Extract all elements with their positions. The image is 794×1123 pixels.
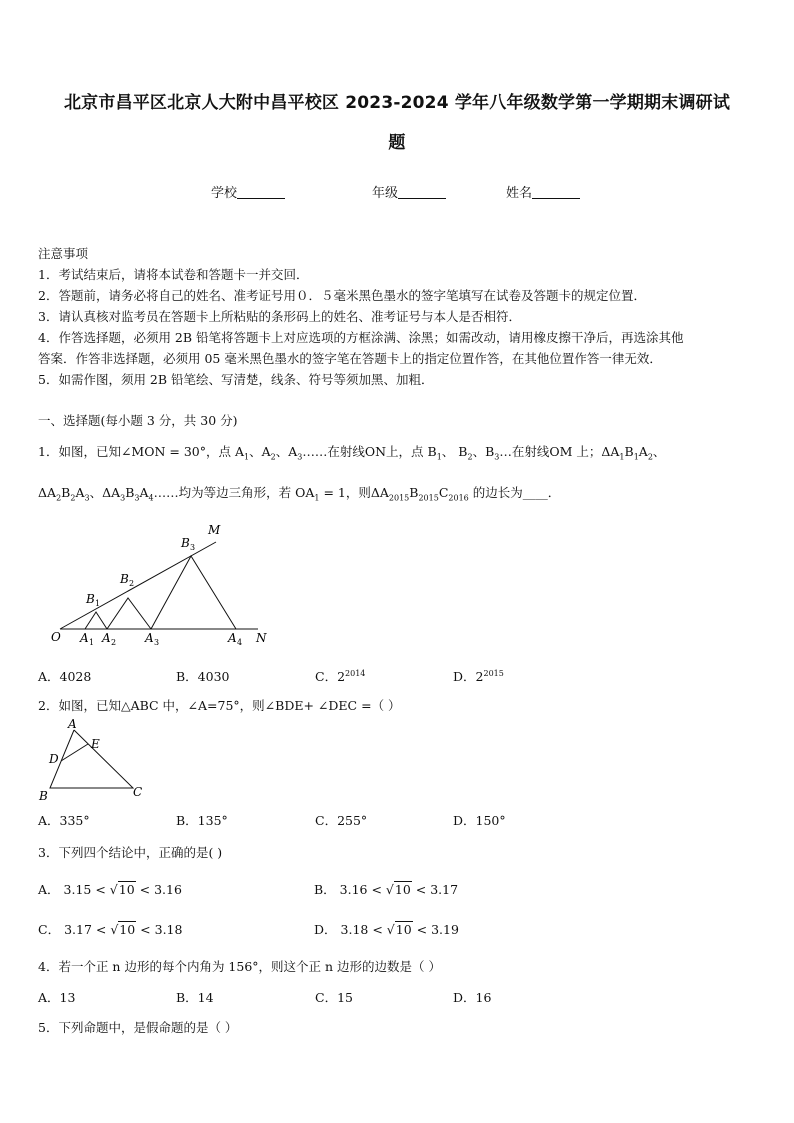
- page-title-cont: 题: [388, 133, 406, 153]
- triangle-1: [85, 612, 107, 629]
- q4-stem: 4．若一个正 n 边形的每个内角为 156°，则这个正 n 边形的边数是（ ）: [38, 959, 442, 974]
- q3-option-c[interactable]: C． 3.17 < √10 < 3.18: [38, 922, 183, 937]
- q2-figure: [36, 716, 146, 804]
- label-b1: B: [86, 592, 95, 606]
- q1-figure: [48, 520, 278, 650]
- label-e: E: [91, 737, 100, 751]
- label-n: N: [256, 631, 267, 645]
- svg-text:2: 2: [129, 579, 135, 588]
- label-c: C: [133, 785, 143, 799]
- triangle-2: [107, 598, 151, 629]
- q5-stem: 5．下列命题中，是假命题的是（ ）: [38, 1020, 238, 1035]
- label-m: M: [208, 523, 221, 537]
- q1-option-c[interactable]: C．$2^{2014}$: [315, 668, 366, 684]
- q4-option-b[interactable]: B．14: [176, 990, 214, 1005]
- label-a2: A: [102, 631, 111, 645]
- ray-om: [60, 542, 216, 629]
- section-heading: 一、选择题(每小题 3 分，共 30 分): [38, 413, 238, 428]
- note-item: 答案．作答非选择题，必须用 05 毫米黑色墨水的签字笔在答题卡上的指定位置作答，在其他位置作答一律无效．: [38, 351, 662, 366]
- label-o: O: [51, 630, 61, 644]
- triangle-3: [151, 556, 236, 629]
- note-item: 5．如需作图，须用 2B 铅笔绘、写清楚，线条、符号等须加黑、加粗．: [38, 372, 434, 387]
- svg-text:4: 4: [237, 638, 243, 647]
- label-d: D: [49, 752, 59, 766]
- q1-stem-line1: 1．如图，已知∠MON = 30°，点 $A_1$、$A_2$、$A_3\dots\dots$在射线ON上，点 $B_1$、 $B_2$、$B_3\dots$在射线OM 上；$\Delta A_1B_1A_2$、: [38, 444, 666, 462]
- label-a4: A: [228, 631, 237, 645]
- svg-text:1: 1: [89, 638, 95, 647]
- svg-text:1: 1: [95, 599, 101, 608]
- note-item: 2．答题前，请务必将自己的姓名、准考证号用０．５毫米黑色墨水的签字笔填写在试卷及答题卡的规定位置．: [38, 288, 646, 303]
- q4-option-a[interactable]: A．13: [38, 990, 76, 1005]
- q1-option-b[interactable]: B．4030: [176, 669, 230, 684]
- label-b3: B: [181, 536, 190, 550]
- svg-text:3: 3: [190, 543, 196, 552]
- q4-option-c[interactable]: C．15: [315, 990, 353, 1005]
- q2-option-c[interactable]: C．255°: [315, 813, 368, 828]
- q2-stem: 2．如图，已知△ABC 中，∠A=75°，则∠BDE+ ∠DEC =（ ）: [38, 698, 401, 713]
- name-field[interactable]: 姓名: [506, 182, 580, 201]
- school-field[interactable]: 学校: [211, 182, 285, 201]
- q4-option-d[interactable]: D．16: [453, 990, 492, 1005]
- q3-option-d[interactable]: D． 3.18 < √10 < 3.19: [314, 922, 459, 937]
- q2-option-a[interactable]: A．335°: [38, 813, 90, 828]
- q3-option-a[interactable]: A． 3.15 < √10 < 3.16: [38, 882, 182, 897]
- q1-option-d[interactable]: D．$2^{2015}$: [453, 668, 504, 684]
- q1-option-a[interactable]: A．4028: [38, 669, 92, 684]
- svg-text:2: 2: [111, 638, 117, 647]
- label-a1: A: [80, 631, 89, 645]
- label-b: B: [39, 789, 48, 803]
- notes-heading: 注意事项: [38, 246, 89, 261]
- q2-option-b[interactable]: B．135°: [176, 813, 228, 828]
- note-item: 4．作答选择题，必须用 2B 铅笔将答题卡上对应选项的方框涂满、涂黑；如需改动，请用橡皮擦干净后，再选涂其他: [38, 330, 684, 345]
- q1-stem-line2: $\Delta A_2B_2A_3$、$\Delta A_3B_3A_4\dots\dots$均为等边三角形，若 $OA_1 = 1$，则$\Delta A_{2015}B_{2015}C_{2016}$ 的边长为____．: [38, 485, 561, 503]
- grade-field[interactable]: 年级: [372, 182, 446, 201]
- label-a: A: [68, 717, 77, 731]
- q2-option-d[interactable]: D．150°: [453, 813, 506, 828]
- label-b2: B: [120, 572, 129, 586]
- q3-stem: 3．下列四个结论中，正确的是( ): [38, 845, 223, 860]
- label-a3: A: [145, 631, 154, 645]
- page-title: 北京市昌平区北京人大附中昌平校区 2023-2024 学年八年级数学第一学期期末调研试: [63, 93, 731, 113]
- note-item: 1．考试结束后，请将本试卷和答题卡一并交回．: [38, 267, 309, 282]
- note-item: 3．请认真核对监考员在答题卡上所粘贴的条形码上的姓名、准考证号与本人是否相符．: [38, 309, 521, 324]
- q3-option-b[interactable]: B． 3.16 < √10 < 3.17: [314, 882, 459, 897]
- svg-text:3: 3: [154, 638, 160, 647]
